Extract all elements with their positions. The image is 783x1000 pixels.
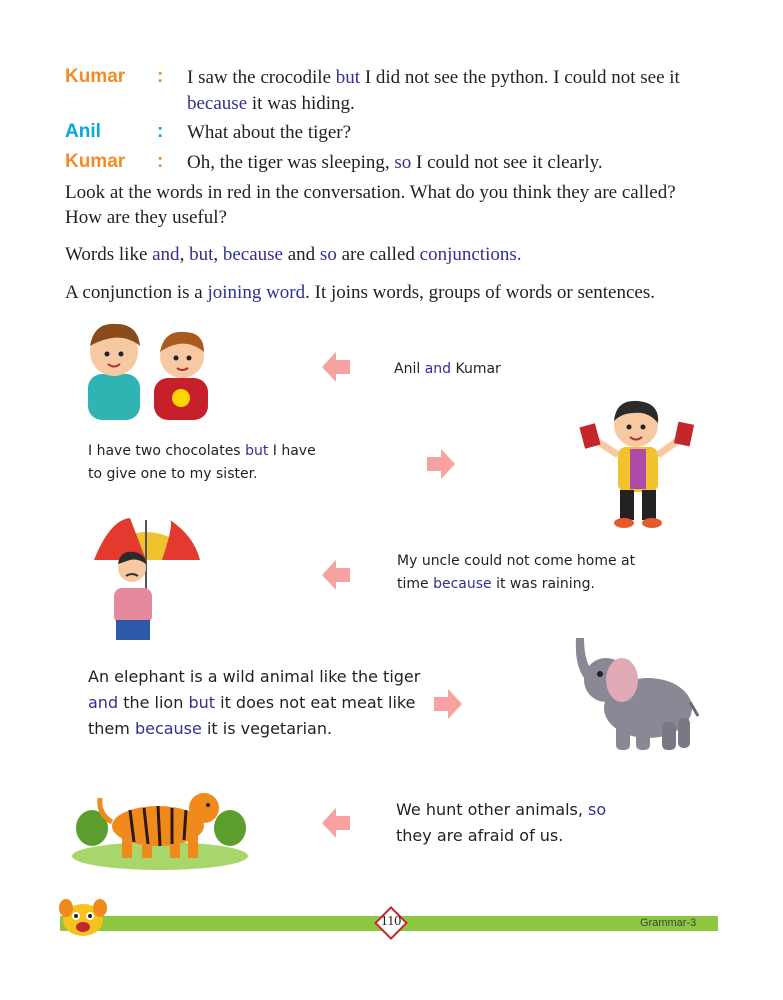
text: What about the tiger? bbox=[187, 122, 352, 143]
line: they are afraid of us. bbox=[396, 826, 564, 845]
conjunction: because bbox=[187, 93, 248, 114]
page-number: 110 bbox=[380, 914, 402, 929]
conjunction: but bbox=[245, 443, 269, 459]
paragraph-conjunctions bbox=[65, 242, 522, 268]
colon: : bbox=[157, 121, 164, 142]
text: . bbox=[516, 244, 522, 265]
line bbox=[397, 573, 635, 596]
text: time bbox=[397, 576, 434, 592]
conjunction: so bbox=[319, 244, 337, 265]
text: I did not see the python. I could not see it bbox=[360, 67, 680, 88]
example-3 bbox=[397, 550, 635, 596]
boy-with-chocolates-illustration bbox=[578, 395, 696, 530]
text: I have bbox=[268, 443, 316, 459]
dialogue-line-3 bbox=[187, 150, 603, 176]
text: are called bbox=[336, 244, 420, 265]
arrow-left-icon bbox=[322, 560, 350, 590]
line bbox=[88, 716, 420, 742]
two-boys-illustration bbox=[82, 316, 214, 420]
arrow-left-icon bbox=[322, 352, 350, 382]
dialogue-line-2 bbox=[187, 120, 351, 146]
line: My uncle could not come home at bbox=[397, 553, 636, 569]
speaker-kumar: Kumar bbox=[65, 151, 126, 172]
text: it was hiding. bbox=[247, 93, 355, 114]
conjunction: but bbox=[189, 244, 214, 265]
text: Oh, the tiger was sleeping, bbox=[187, 152, 395, 173]
line: to give one to my sister. bbox=[88, 466, 258, 482]
text: it is vegetarian. bbox=[201, 719, 333, 738]
text: them bbox=[88, 719, 135, 738]
text: A conjunction is a bbox=[65, 282, 208, 303]
dialogue-line-1 bbox=[187, 65, 680, 91]
paragraph-question-2: How are they useful? bbox=[65, 207, 227, 228]
text: it does not eat meat like bbox=[215, 693, 416, 712]
conjunction: but bbox=[335, 67, 361, 88]
term-joining-word: joining word bbox=[207, 282, 306, 303]
colon: : bbox=[157, 66, 164, 87]
conjunction: and bbox=[152, 244, 180, 265]
book-title: Grammar-3 bbox=[640, 917, 697, 929]
speaker-kumar: Kumar bbox=[65, 66, 126, 87]
conjunction: and bbox=[424, 361, 452, 377]
line bbox=[88, 690, 420, 716]
text: the lion bbox=[118, 693, 189, 712]
colon: : bbox=[157, 151, 164, 172]
text: I could not see it clearly. bbox=[411, 152, 603, 173]
conjunction: because bbox=[134, 719, 202, 738]
text: , bbox=[179, 244, 190, 265]
example-2 bbox=[88, 440, 316, 486]
text: Kumar bbox=[451, 361, 501, 377]
paragraph-definition bbox=[65, 280, 655, 306]
man-with-umbrella-illustration bbox=[90, 510, 205, 640]
mascot-icon bbox=[58, 896, 108, 938]
arrow-right-icon bbox=[434, 689, 462, 719]
page-number-badge bbox=[374, 906, 408, 940]
conjunction: but bbox=[188, 693, 216, 712]
conjunction: because bbox=[222, 244, 283, 265]
conjunction: so bbox=[588, 800, 607, 819]
text: I have two chocolates bbox=[88, 443, 246, 459]
arrow-left-icon bbox=[322, 808, 350, 838]
line: An elephant is a wild animal like the tiger bbox=[88, 667, 421, 686]
elephant-illustration bbox=[566, 632, 700, 754]
line bbox=[88, 440, 316, 463]
conjunction: because bbox=[433, 576, 492, 592]
text: . It joins words, groups of words or sentences. bbox=[305, 282, 655, 303]
dialogue-line-1b bbox=[187, 91, 355, 117]
line bbox=[396, 797, 606, 823]
text: I saw the crocodile bbox=[187, 67, 336, 88]
term-conjunctions: conjunctions bbox=[419, 244, 517, 265]
text: Words like bbox=[65, 244, 153, 265]
text: and bbox=[282, 244, 320, 265]
text: it was raining. bbox=[491, 576, 595, 592]
conjunction: so bbox=[394, 152, 412, 173]
tiger-illustration bbox=[70, 778, 250, 870]
example-5 bbox=[396, 797, 606, 849]
speaker-anil: Anil bbox=[65, 121, 101, 142]
paragraph-question-1: Look at the words in red in the conversation. What do you think they are called? bbox=[65, 182, 676, 203]
text: , bbox=[213, 244, 223, 265]
example-4 bbox=[88, 664, 420, 742]
text: Anil bbox=[394, 361, 425, 377]
arrow-right-icon bbox=[427, 449, 455, 479]
conjunction: and bbox=[88, 693, 119, 712]
text: We hunt other animals, bbox=[396, 800, 589, 819]
example-1 bbox=[394, 358, 501, 381]
